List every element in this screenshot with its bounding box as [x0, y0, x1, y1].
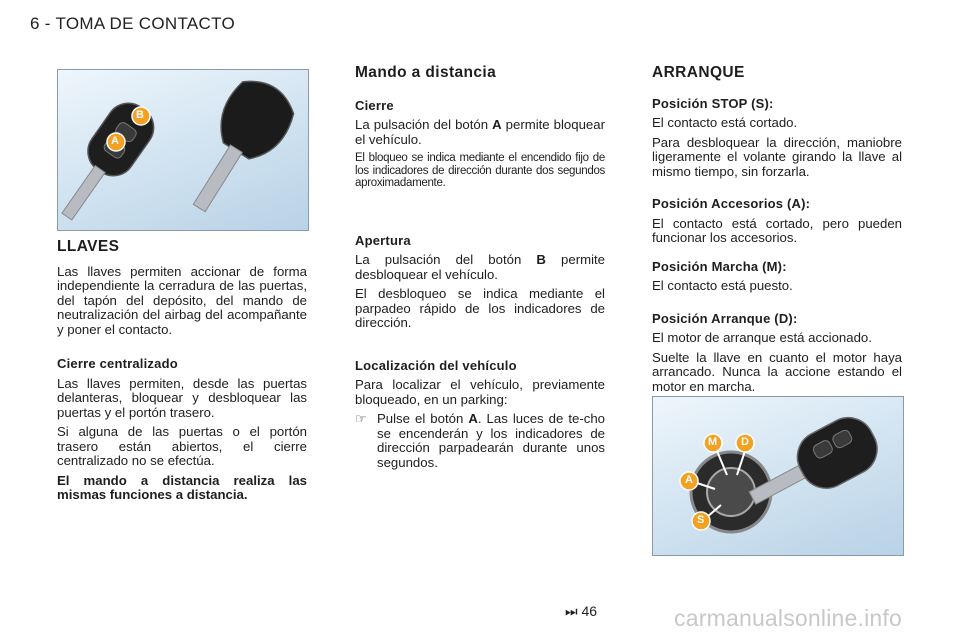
column-remote	[355, 66, 605, 475]
apertura-p2: El desbloqueo se indica mediante el parpadeo rápido de los indicadores de dirección.	[355, 286, 605, 331]
arranque-p2: Suelte la llave en cuanto el motor haya arrancado. Nunca la accione estando el motor en marcha.	[652, 349, 902, 394]
keys-photo	[57, 69, 309, 231]
arranque-p1: El motor de arranque está accionado.	[652, 330, 872, 345]
cierre-p1: La pulsación del botón A permite bloquear el vehículo.	[355, 117, 605, 147]
photo-label-d: D	[741, 436, 749, 448]
accesorios-p1: El contacto está cortado, pero pueden funcionar los accesorios.	[652, 215, 902, 245]
localizacion-bullet-text: Pulse el botón A. Las luces de te-cho se encenderán y los indicadores de dirección parpadearán durante unos segundos.	[377, 411, 605, 470]
apertura-heading: Apertura	[355, 232, 411, 248]
keys-illustration	[58, 70, 308, 230]
localizacion-heading: Localización del vehículo	[355, 357, 517, 373]
localizacion-bullet	[355, 412, 605, 475]
cierre-centralizado-p2: Si alguna de las puertas o el portón trasero están abiertos, el cierre centralizado no se efectúa.	[57, 424, 307, 468]
cierre-centralizado-heading: Cierre centralizado	[57, 356, 178, 371]
localizacion-p1: Para localizar el vehículo, previamente bloqueado, en un parking:	[355, 377, 605, 407]
photo-label-a: A	[111, 135, 119, 147]
stop-heading: Posición STOP (S):	[652, 95, 774, 111]
marcha-heading: Posición Marcha (M):	[652, 258, 787, 274]
mando-distancia-heading: Mando a distancia	[355, 64, 497, 81]
arranque-pos-heading: Posición Arranque (D):	[652, 310, 798, 326]
cierre-heading: Cierre	[355, 97, 394, 113]
llaves-text: Las llaves permiten accionar de forma independiente la cerradura de las puertas, del tapón del depósito, del mando de neutralización del airbag del acompañante y poner el contacto.	[57, 263, 307, 337]
llaves-heading: LLAVES	[57, 238, 120, 255]
watermark: carmanualsonline.info	[674, 605, 902, 631]
ignition-photo	[652, 396, 904, 556]
arranque-heading: ARRANQUE	[652, 64, 745, 81]
chapter-title: 6 - TOMA DE CONTACTO	[30, 14, 235, 33]
pointing-hand-icon: ☞	[355, 411, 367, 427]
cierre-centralizado-p3: El mando a distancia realiza las mismas funciones a distancia.	[57, 472, 307, 502]
apertura-p1: La pulsación del botón B permite desbloquear el vehículo.	[355, 252, 605, 282]
marcha-p1: El contacto está puesto.	[652, 278, 793, 293]
photo-label-m: M	[708, 436, 718, 448]
stop-p1: El contacto está cortado.	[652, 115, 798, 130]
accesorios-heading: Posición Accesorios (A):	[652, 196, 811, 211]
photo-label-a: A	[685, 474, 693, 486]
page-number	[565, 603, 597, 620]
stop-p2: Para desbloquear la dirección, maniobre ligeramente el volante girando la llave al mismo tiempo, sin forzarla.	[652, 134, 902, 179]
cierre-centralizado-p1: Las llaves permiten, desde las puertas delanteras, bloquear y desbloquear las puertas y el portón trasero.	[57, 375, 307, 420]
page-forward-icon: ⏭	[565, 603, 578, 619]
photo-label-b: B	[136, 109, 144, 121]
cierre-p2: El bloqueo se indica mediante el encendido fijo de los indicadores de dirección durante dos segundos aproximadamente.	[355, 152, 605, 190]
page-number-value: 46	[581, 603, 598, 619]
column-keys	[57, 240, 307, 508]
photo-label-s: S	[697, 514, 705, 526]
column-start	[652, 66, 902, 399]
